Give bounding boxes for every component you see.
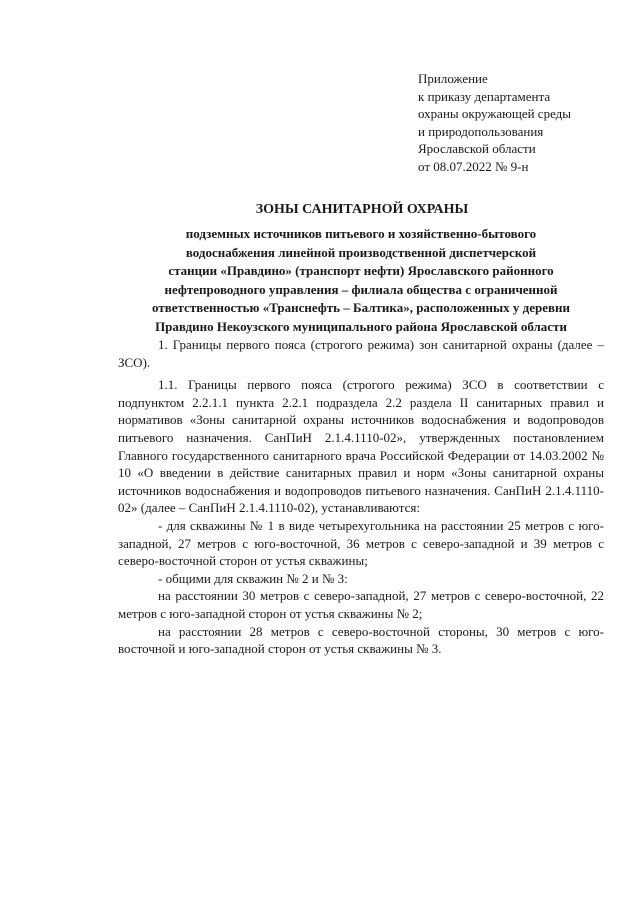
subtitle-line: ответственностью «Транснефть – Балтика», расположенных у деревни (152, 300, 570, 316)
paragraph-well-3: на расстоянии 28 метров с северо-восточной стороны, 30 метров с юго-восточной и юго-западной сторон от устья скважины № 3. (118, 623, 604, 657)
paragraph-well-2: на расстоянии 30 метров с северо-западной, 27 метров с северо-восточной, 22 метров с юго-западной сторон от устья скважины № 2; (118, 588, 604, 621)
paragraph-section-1-1: 1.1. Границы первого пояса (строгого режима) ЗСО в соответствии с подпунктом 2.2.1.1 пункта 2.2.1 подраздела 2.2 раздела II санитарных правил и нормативов «Зоны санитарной охраны источников водоснабжения и водопроводов питьевого назначения. СанПиН 2.1.4.1110-02», утвержденных постановлением Главного государственного санитарного врача Российской Федерации от 14.03.2002 № 10 «О введении в действие санитарных правил и норм «Зоны санитарной охраны источников водоснабжения и водопроводов питьевого назначения. СанПиН 2.1.4.1110-02» (далее – СанПиН 2.1.4.1110-02), устанавливаются: (118, 377, 604, 516)
appendix-line: охраны окружающей среды (418, 106, 572, 122)
subtitle-line: Правдино Некоузского муниципального района Ярославской области (155, 318, 567, 334)
paragraph-section-1: 1. Границы первого пояса (строгого режима) зон санитарной охраны (далее – ЗСО). (118, 337, 604, 370)
subtitle-line: подземных источников питьевого и хозяйственно-бытового (185, 226, 537, 241)
document-subtitle (118, 225, 604, 337)
appendix-line: к приказу департамента (418, 88, 551, 104)
subtitle-line: станции «Правдино» (транспорт нефти) Ярославского районного (168, 263, 554, 279)
appendix-line: и природопользования (418, 123, 544, 139)
appendix-block (418, 70, 628, 176)
subtitle-line: нефтепроводного управления – филиала общества с ограниченной (164, 281, 558, 297)
document-title: ЗОНЫ САНИТАРНОЙ ОХРАНЫ (255, 202, 469, 217)
paragraph-wells-2-3: - общими для скважин № 2 и № 3: (158, 570, 348, 586)
appendix-line: Приложение (418, 71, 488, 86)
subtitle-line: водоснабжения линейной производственной диспетчерской (185, 244, 537, 260)
document-body (118, 336, 604, 658)
appendix-line: Ярославской области (418, 141, 536, 157)
paragraph-well-1: - для скважины № 1 в виде четырехугольника на расстоянии 25 метров с юго-западной, 27 метров с юго-восточной, 36 метров с северо-западной и 39 метров с северо-восточной сторон от устья скважины; (118, 517, 604, 569)
appendix-line: от 08.07.2022 № 9-н (418, 158, 529, 174)
